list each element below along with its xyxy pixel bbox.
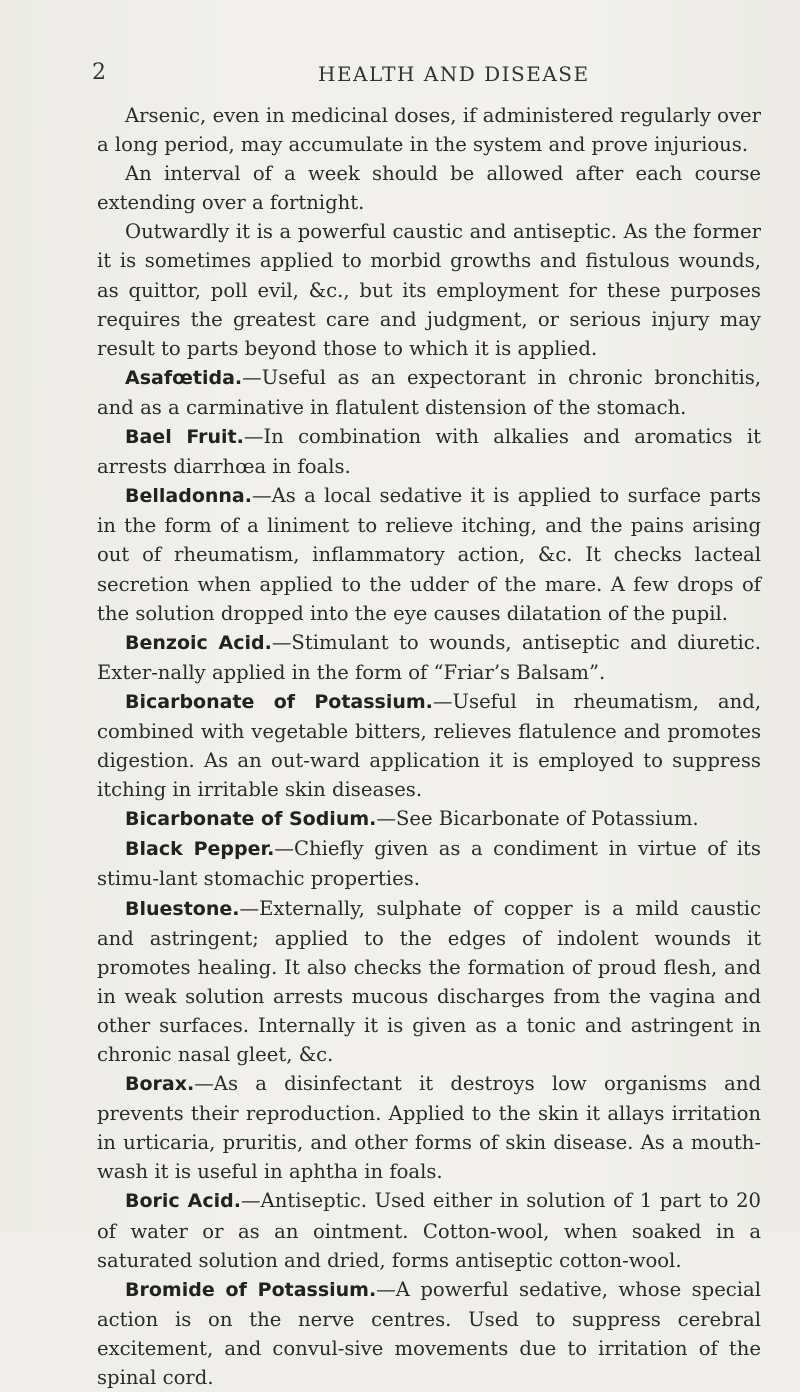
page-header xyxy=(0,60,800,90)
body-text xyxy=(97,101,761,1392)
entry-term: Boric Acid. xyxy=(125,1190,241,1213)
page-number: 2 xyxy=(92,60,106,85)
entry-text: —In combination with alkalies and aromatics it arrests diarrhœa in foals. xyxy=(97,425,761,479)
entry-text: —Externally, sulphate of copper is a mild caustic and astringent; applied to the edges of indolent wounds it promotes healing. It also checks the formation of proud flesh, and in weak solution arrests mucous discharges from the vagina and other surfaces. Internally it is given as a tonic and astringent in chronic nasal gleet, &c. xyxy=(97,896,761,1066)
entry-term: Bromide of Potassium. xyxy=(125,1278,377,1301)
entry-bromide-of-potassium xyxy=(97,1275,761,1392)
entry-text: —A powerful sedative, whose special action is on the nerve centres. Used to suppress cerebral excitement, and convul-sive movements due to irritation of the spinal cord. xyxy=(97,1277,761,1390)
entry-term: Asafœtida. xyxy=(125,366,243,389)
entry-term: Bicarbonate of Potassium. xyxy=(125,690,433,713)
entry-bicarbonate-of-potassium xyxy=(97,687,761,804)
entry-asafoetida xyxy=(97,363,761,422)
entry-text: —Useful as an expectorant in chronic bronchitis, and as a carminative in flatulent distension of the stomach. xyxy=(97,365,761,419)
paragraph-text: Outwardly it is a powerful caustic and antiseptic. As the former it is sometimes applied to morbid growths and fistulous wounds, as quittor, poll evil, &c., but its employment for these purposes requires the greatest care and judgment, or serious injury may result to parts beyond those to which it is applied. xyxy=(97,220,761,360)
paragraph xyxy=(97,159,761,217)
entry-text: —Antiseptic. Used either in solution of 1 part to 20 of water or as an ointment. Cotton-wool, when soaked in a saturated solution and dried, forms antiseptic cotton-wool. xyxy=(97,1189,761,1272)
entry-term: Bael Fruit. xyxy=(125,426,244,449)
running-title: HEALTH AND DISEASE xyxy=(318,62,590,86)
entry-benzoic-acid xyxy=(97,628,761,687)
entry-term: Black Pepper. xyxy=(125,838,275,861)
entry-term: Borax. xyxy=(125,1073,195,1096)
entry-boric-acid xyxy=(97,1186,761,1274)
entry-text: —Chiefly given as a condiment in virtue of its stimu-lant stomachic properties. xyxy=(97,837,761,891)
entry-term: Bluestone. xyxy=(125,897,240,920)
paragraph-text: An interval of a week should be allowed after each course extending over a fortnight. xyxy=(97,162,761,215)
entry-bicarbonate-of-sodium xyxy=(97,804,761,834)
entry-bluestone xyxy=(97,894,761,1070)
entry-text: —As a local sedative it is applied to surface parts in the form of a liniment to relieve itching, and the pains arising out of rheumatism, inflammatory action, &c. It checks lacteal secretion when applied to the udder of the mare. A few drops of the solution dropped into the eye causes dilatation of the pupil. xyxy=(97,484,761,625)
entry-text: —See Bicarbonate of Potassium. xyxy=(376,807,699,831)
entry-term: Bicarbonate of Sodium. xyxy=(125,808,377,831)
entry-term: Benzoic Acid. xyxy=(125,631,272,654)
paragraph-text: Arsenic, even in medicinal doses, if administered regularly over a long period, may accumulate in the system and prove injurious. xyxy=(97,104,761,157)
entry-term: Belladonna. xyxy=(125,485,252,508)
entry-text: —Useful in rheumatism, and, combined with vegetable bitters, relieves flatulence and promotes digestion. As an out-ward application it is employed to suppress itching in irritable skin diseases. xyxy=(97,689,761,802)
entry-borax xyxy=(97,1069,761,1186)
entry-text: —Stimulant to wounds, antiseptic and diuretic. Exter-nally applied in the form of “Friar’s Balsam”. xyxy=(97,630,761,684)
paragraph xyxy=(97,217,761,362)
entry-text: —As a disinfectant it destroys low organisms and prevents their reproduction. Applied to the skin it allays irritation in urticaria, pruritis, and other forms of skin disease. As a mouth-wash it is useful in aphtha in foals. xyxy=(97,1072,761,1184)
entry-belladonna xyxy=(97,481,761,627)
paragraph xyxy=(97,101,761,159)
entry-black-pepper xyxy=(97,834,761,893)
entry-bael-fruit xyxy=(97,422,761,481)
